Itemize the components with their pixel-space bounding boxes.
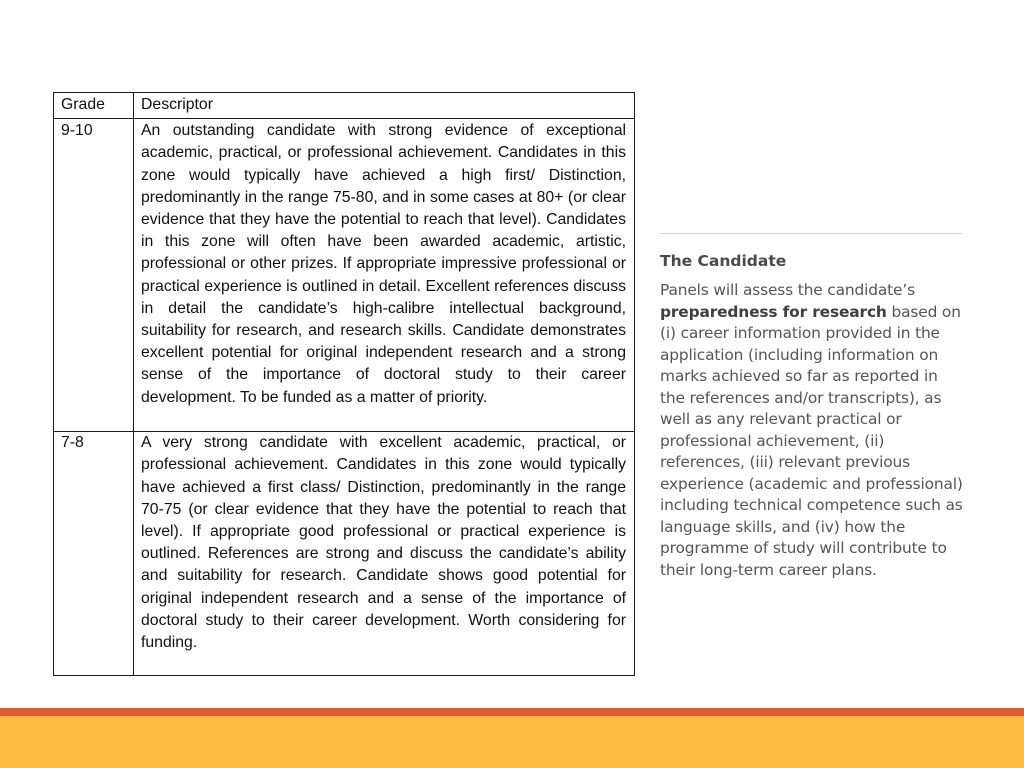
body-text-suffix: based on (i) career information provided in the application (including information on marks achieved so far as reported in the references and/or transcripts), as well as any relevant practical or professional achievement, (ii) references, (iii) relevant previous experience (academic and professional) including technical competence such as language skills, and (iv) how the programme of study will contribute to their long-term career plans. <box>660 302 963 579</box>
footer-accent-stripe <box>0 708 1024 716</box>
grade-column-header: Grade <box>54 93 134 119</box>
descriptor-cell: An outstanding candidate with strong evidence of exceptional academic, practical, or professional achievement. Candidates in this zone would typically have achieved a high first/ Distinction, predominantly in the range 75-80, and in some cases at 80+ (or clear evidence that they have the potential to reach that level). Candidates in this zone will often have been awarded academic, artistic, professional or other prizes. If appropriate impressive professional or practical experience is outlined in detail. Excellent references discuss in detail the candidate’s high-calibre intellectual background, suitability for research, and research skills. Candidate demonstrates excellent potential for original independent research and a strong sense of the importance of doctoral study to their career development. To be funded as a matter of priority. <box>134 119 635 432</box>
body-text-emphasis: preparedness for research <box>660 302 887 321</box>
grade-descriptor-table <box>53 92 635 676</box>
grade-cell: 9-10 <box>54 119 134 432</box>
side-panel-divider <box>660 233 962 234</box>
table-row <box>54 119 635 432</box>
descriptor-column-header: Descriptor <box>134 93 635 119</box>
candidate-info-panel <box>660 250 964 581</box>
table-row <box>54 432 635 676</box>
descriptor-cell: A very strong candidate with excellent academic, practical, or professional achievement. Candidates in this zone would typically have achieved a first class/ Distinction, predominantly in the range 70-75 (or clear evidence that they have the potential to reach that level). If appropriate good professional or practical experience is outlined. References are strong and discuss the candidate’s ability and suitability for research. Candidate shows good potential for original independent research and a sense of the importance of doctoral study to their career development. Worth considering for funding. <box>134 432 635 676</box>
side-panel-title: The Candidate <box>660 252 787 270</box>
grade-cell: 7-8 <box>54 432 134 676</box>
side-panel-body <box>660 280 964 581</box>
body-text-prefix: Panels will assess the candidate’s <box>660 281 915 299</box>
table-header-row <box>54 93 635 119</box>
footer-band <box>0 716 1024 768</box>
